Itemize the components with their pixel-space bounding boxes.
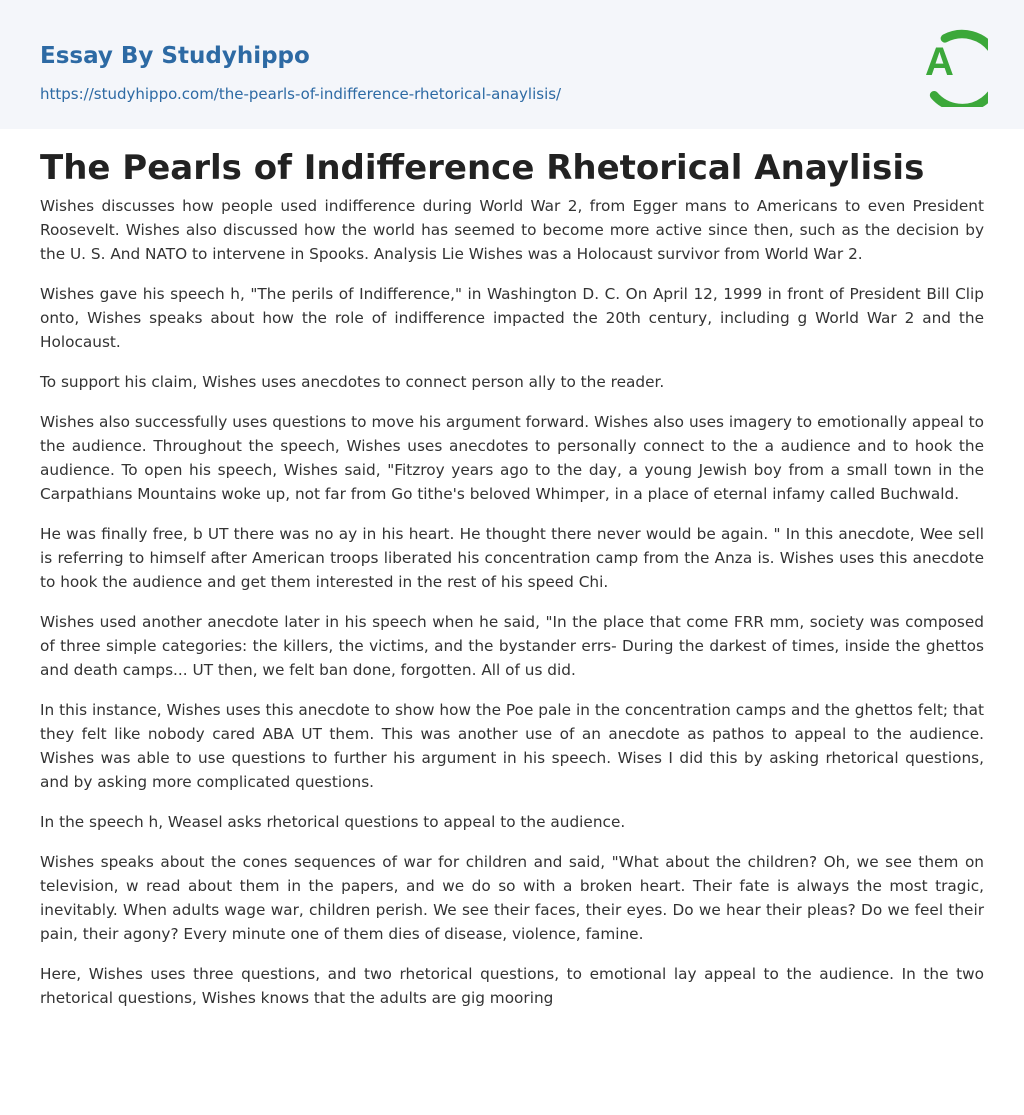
article-paragraph: Wishes speaks about the cones sequences of war for children and said, "What about the children? Oh, we see them on television, w read about them in the papers, and we do so with a broken heart. Their fate is always the most tragic, inevitably. When adults wage war, children perish. We see their faces, their eyes. Do we hear their pleas? Do we feel their pain, their agony? Every minute one of them dies of disease, violence, famine. (40, 853, 984, 943)
article-paragraph: To support his claim, Wishes uses anecdotes to connect person ally to the reader. (40, 373, 665, 391)
source-url-link[interactable]: https://studyhippo.com/the-pearls-of-indifference-rhetorical-anaylisis/ (40, 85, 562, 103)
article-paragraph: In this instance, Wishes uses this anecdote to show how the Poe pale in the concentration camps and the ghettos felt; that they felt like nobody cared ABA UT them. This was another use of an anecdote as pathos to appeal to the audience. Wishes was able to use questions to further his argument in his speech. Wises I did this by asking rhetorical questions, and by asking more complicated questions. (40, 701, 984, 791)
logo-letter: A (925, 40, 954, 84)
studyhippo-logo-icon[interactable] (912, 19, 988, 107)
brand-title: Essay By Studyhippo (40, 43, 310, 69)
article-paragraph: Wishes gave his speech h, "The perils of Indifference," in Washington D. C. On April 12, 1999 in front of President Bill Clip onto, Wishes speaks about how the role of indifference impacted the 20th century, including g World War 2 and the Holocaust. (40, 285, 984, 351)
article-paragraph: Wishes also successfully uses questions to move his argument forward. Wishes also uses imagery to emotionally appeal to the audience. Throughout the speech, Wishes uses anecdotes to personally connect to the a audience and to hook the audience. To open his speech, Wishes said, "Fitzroy years ago to the day, a young Jewish boy from a small town in the Carpathians Mountains woke up, not far from Go tithe's beloved Whimper, in a place of eternal infamy called Buchwald. (40, 413, 984, 503)
article-title: The Pearls of Indifference Rhetorical Anaylisis (40, 148, 925, 188)
site-header (0, 0, 1024, 129)
article-paragraph: He was finally free, b UT there was no ay in his heart. He thought there never would be again. " In this anecdote, Wee sell is referring to himself after American troops liberated his concentration camp from the Anza is. Wishes uses this anecdote to hook the audience and get them interested in the rest of his speed Chi. (40, 525, 984, 591)
article-body (40, 194, 984, 1026)
article-paragraph: In the speech h, Weasel asks rhetorical questions to appeal to the audience. (40, 813, 626, 831)
article-paragraph: Wishes used another anecdote later in his speech when he said, "In the place that come FRR mm, society was composed of three simple categories: the killers, the victims, and the bystander errs- During the darkest of times, inside the ghettos and death camps... UT then, we felt ban done, forgotten. All of us did. (40, 613, 984, 679)
article-paragraph: Wishes discusses how people used indifference during World War 2, from Egger mans to Americans to even President Roosevelt. Wishes also discussed how the world has seemed to become more active since then, such as the decision by the U. S. And NATO to intervene in Spooks. Analysis Lie Wishes was a Holocaust survivor from World War 2. (40, 197, 984, 263)
article-paragraph: Here, Wishes uses three questions, and two rhetorical questions, to emotional lay appeal to the audience. In the two rhetorical questions, Wishes knows that the adults are gig mooring (40, 965, 984, 1007)
